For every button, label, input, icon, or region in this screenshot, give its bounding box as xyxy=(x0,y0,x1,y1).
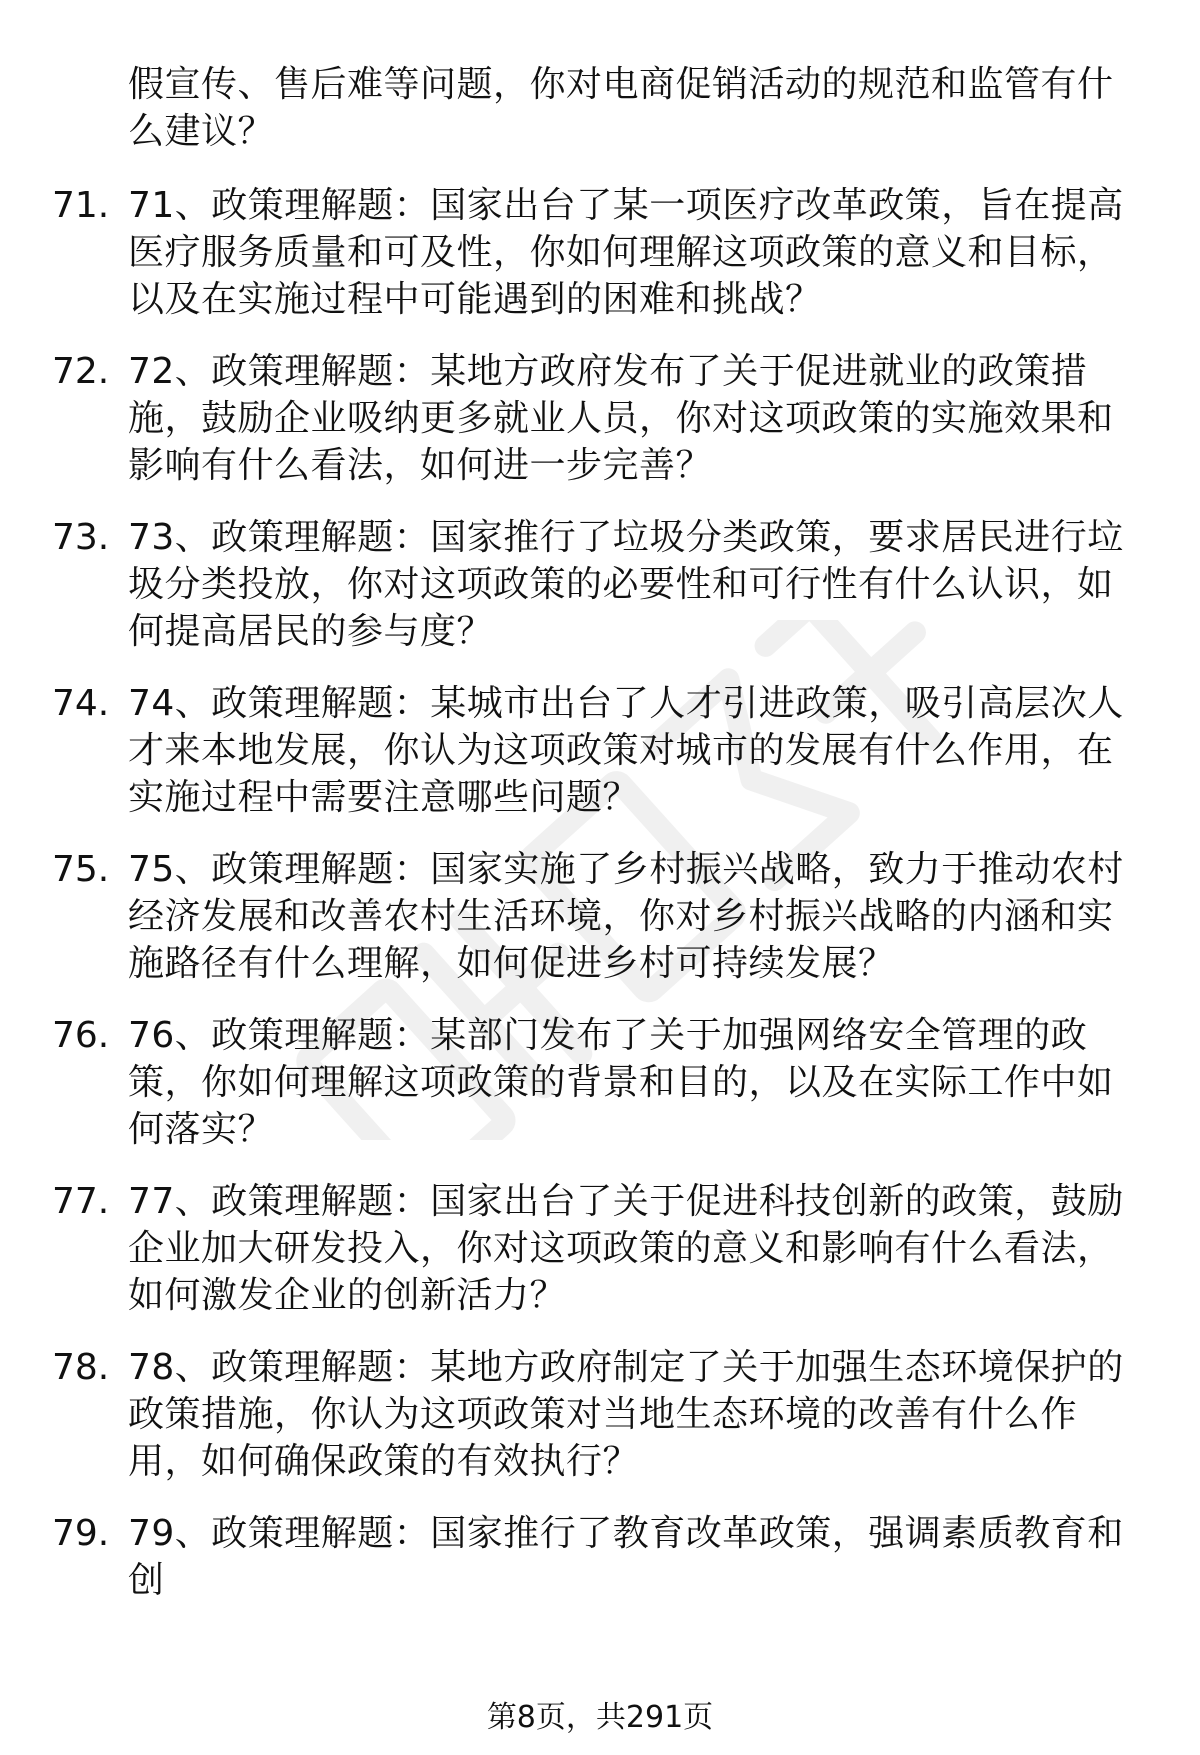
question-text: 77、政策理解题：国家出台了关于促进科技创新的政策，鼓励企业加大研发投入，你对这项政策的意义和影响有什么看法，如何激发企业的创新活力？ xyxy=(128,1181,1124,1316)
question-text: 78、政策理解题：某地方政府制定了关于加强生态环境保护的政策措施，你认为这项政策对当地生态环境的改善有什么作用，如何确保政策的有效执行？ xyxy=(128,1347,1124,1482)
question-text: 76、政策理解题：某部门发布了关于加强网络安全管理的政策，你如何理解这项政策的背景和目的，以及在实际工作中如何落实？ xyxy=(128,1015,1114,1150)
question-number: 71. xyxy=(52,185,110,226)
question-list xyxy=(0,182,1200,1629)
question-item xyxy=(0,348,1200,489)
question-text: 74、政策理解题：某城市出台了人才引进政策，吸引高层次人才来本地发展，你认为这项政策对城市的发展有什么作用，在实施过程中需要注意哪些问题？ xyxy=(128,683,1124,818)
question-item xyxy=(0,1344,1200,1485)
question-number: 73. xyxy=(52,517,110,558)
question-item xyxy=(0,182,1200,323)
question-number: 72. xyxy=(52,351,110,392)
question-item xyxy=(0,1510,1200,1604)
question-text: 72、政策理解题：某地方政府发布了关于促进就业的政策措施，鼓励企业吸纳更多就业人员，你对这项政策的实施效果和影响有什么看法，如何进一步完善？ xyxy=(128,351,1114,486)
question-number: 78. xyxy=(52,1347,110,1388)
question-text: 73、政策理解题：国家推行了垃圾分类政策，要求居民进行垃圾分类投放，你对这项政策的必要性和可行性有什么认识，如何提高居民的参与度？ xyxy=(128,517,1124,652)
question-item xyxy=(0,1012,1200,1153)
question-text: 75、政策理解题：国家实施了乡村振兴战略，致力于推动农村经济发展和改善农村生活环境，你对乡村振兴战略的内涵和实施路径有什么理解，如何促进乡村可持续发展？ xyxy=(128,849,1124,984)
question-number: 79. xyxy=(52,1513,110,1554)
question-item xyxy=(0,1178,1200,1319)
question-item xyxy=(0,846,1200,987)
question-item xyxy=(0,514,1200,655)
question-number: 74. xyxy=(52,683,110,724)
question-number: 76. xyxy=(52,1015,110,1056)
question-item xyxy=(0,680,1200,821)
question-number: 75. xyxy=(52,849,110,890)
intro-continuation-text: 假宣传、售后难等问题，你对电商促销活动的规范和监管有什么建议？ xyxy=(128,64,1114,152)
page-number-footer: 第8页，共291页 xyxy=(486,1700,714,1735)
question-number: 77. xyxy=(52,1181,110,1222)
question-text: 79、政策理解题：国家推行了教育改革政策，强调素质教育和创 xyxy=(128,1513,1124,1601)
question-text: 71、政策理解题：国家出台了某一项医疗改革政策，旨在提高医疗服务质量和可及性，你如何理解这项政策的意义和目标，以及在实施过程中可能遇到的困难和挑战？ xyxy=(128,185,1124,320)
